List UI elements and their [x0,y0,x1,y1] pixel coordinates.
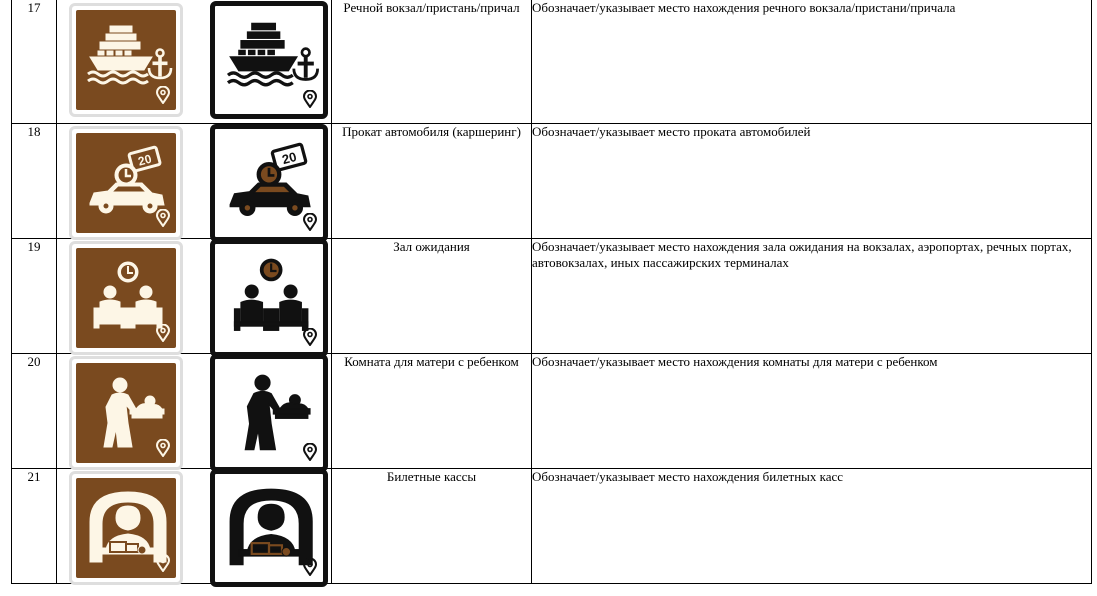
row-number: 20 [12,354,57,469]
location-pin-icon [303,328,317,346]
location-pin-icon [156,439,170,457]
row-number: 21 [12,469,57,584]
ticket-office-icon [210,469,328,587]
sign-name: Зал ожидания [332,239,532,354]
location-pin-icon [303,443,317,461]
signs-table [11,0,1092,584]
sign-description: Обозначает/указывает место нахождения зала ожидания на вокзалах, аэропортах, речных портах, автовокзалах, иных пассажирских терминалах [532,239,1092,354]
location-pin-icon [303,213,317,231]
ship-anchor-icon [69,3,183,117]
row-number: 18 [12,124,57,239]
ticket-office-icon [69,471,183,585]
sign-description: Обозначает/указывает место нахождения билетных касс [532,469,1092,584]
location-pin-icon [156,86,170,104]
icon-cell [57,239,332,354]
sign-name: Прокат автомобиля (каршеринг) [332,124,532,239]
sign-description: Обозначает/указывает место проката автомобилей [532,124,1092,239]
sign-name: Комната для матери с ребенком [332,354,532,469]
location-pin-icon [156,209,170,227]
sign-description: Обозначает/указывает место нахождения комнаты для матери с ребенком [532,354,1092,469]
table-row [12,354,1092,469]
row-number: 19 [12,239,57,354]
car-rental-icon [69,126,183,240]
table-row [12,0,1092,124]
icon-cell [57,354,332,469]
icon-cell [57,124,332,239]
mother-child-room-icon [210,354,328,472]
sign-name: Билетные кассы [332,469,532,584]
row-number: 17 [12,0,57,124]
sign-name: Речной вокзал/пристань/причал [332,0,532,124]
sign-description: Обозначает/указывает место нахождения речного вокзала/пристани/причала [532,0,1092,124]
location-pin-icon [303,90,317,108]
waiting-room-icon [69,241,183,355]
icon-cell [57,469,332,584]
car-rental-icon [210,124,328,242]
table-row [12,469,1092,584]
mother-child-room-icon [69,356,183,470]
table-row [12,239,1092,354]
waiting-room-icon [210,239,328,357]
location-pin-icon [303,558,317,576]
location-pin-icon [156,554,170,572]
location-pin-icon [156,324,170,342]
ship-anchor-icon [210,1,328,119]
table-row [12,124,1092,239]
icon-cell [57,0,332,124]
